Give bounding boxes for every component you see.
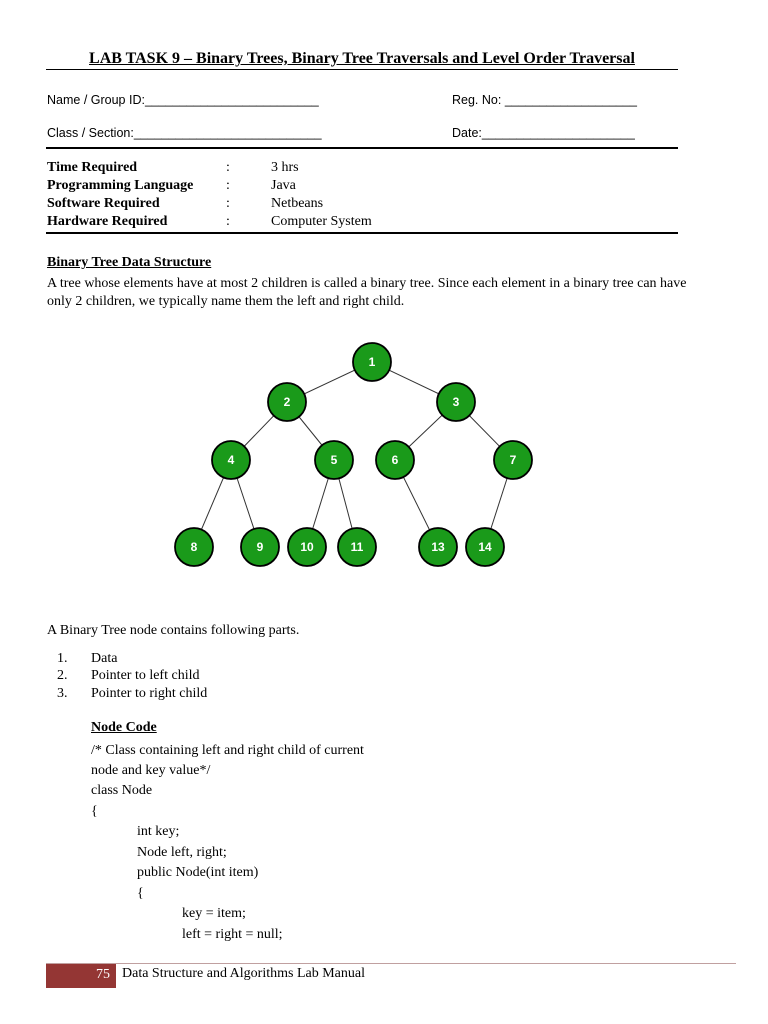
list-number: 1. [57,651,68,666]
tree-node-label: 4 [227,453,235,467]
tree-node [376,441,414,479]
requirement-value: Computer System [271,214,372,229]
class-blank: ___________________________ [133,126,322,140]
reg-blank: ___________________ [504,93,637,107]
list-number: 3. [57,686,68,701]
requirement-label: Hardware Required [47,214,168,229]
code-line: Node left, right; [137,845,227,860]
requirement-colon: : [226,196,230,211]
class-label: Class / Section: [47,126,134,140]
tree-node [315,441,353,479]
code-line: { [91,804,98,819]
tree-node-label: 7 [509,453,517,467]
tree-node [338,528,376,566]
code-heading: Node Code [91,720,157,735]
code-line: public Node(int item) [137,865,259,880]
tree-node [241,528,279,566]
footer-rule [46,963,736,964]
section-paragraph: A tree whose elements have at most 2 children is called a binary tree. Since each element in a binary tree can have only 2 children, we typically name them the left and right child. [47,276,687,309]
code-line: class Node [91,783,153,798]
code-line: left = right = null; [182,927,283,942]
list-item: Data [91,651,118,666]
name-label: Name / Group ID: [47,93,145,107]
tree-node-label: 11 [350,540,364,554]
name-blank: _________________________ [144,93,319,107]
tree-node-label: 8 [190,540,198,554]
tree-node [268,383,306,421]
tree-node-label: 10 [300,540,314,554]
requirement-value: Netbeans [271,196,324,211]
tree-node [419,528,457,566]
tree-node-label: 14 [478,540,492,554]
tree-node [212,441,250,479]
tree-node [288,528,326,566]
requirement-colon: : [226,178,230,193]
code-line: { [137,886,144,901]
node-intro: A Binary Tree node contains following parts. [47,623,300,638]
tree-node-label: 3 [452,395,460,409]
tree-node-label: 1 [368,355,376,369]
requirement-value: 3 hrs [271,160,299,175]
list-number: 2. [57,668,68,683]
date-label: Date: [452,126,482,140]
tree-node-label: 2 [283,395,291,409]
list-item: Pointer to left child [91,668,200,683]
tree-node-label: 13 [431,540,445,554]
code-line: /* Class containing left and right child of current [91,743,364,758]
page-number: 75 [96,967,110,982]
section-heading: Binary Tree Data Structure [47,255,212,270]
tree-node [494,441,532,479]
code-line: int key; [137,824,180,839]
requirement-value: Java [271,178,296,193]
tree-node [437,383,475,421]
requirement-label: Software Required [47,196,160,211]
code-line: key = item; [182,906,246,921]
code-line: node and key value*/ [91,763,211,778]
requirement-colon: : [226,214,230,229]
tree-node [353,343,391,381]
tree-node [466,528,504,566]
tree-node-label: 9 [256,540,264,554]
footer-title: Data Structure and Algorithms Lab Manual [122,966,365,981]
tree-node-label: 6 [391,453,399,467]
requirement-label: Time Required [47,160,138,175]
tree-node [175,528,213,566]
reg-label: Reg. No: [452,93,502,107]
date-blank: ______________________ [481,126,635,140]
requirement-label: Programming Language [47,178,194,193]
requirement-colon: : [226,160,230,175]
list-item: Pointer to right child [91,686,208,701]
tree-node-label: 5 [330,453,338,467]
page-title: LAB TASK 9 – Binary Trees, Binary Tree Traversals and Level Order Traversal [46,50,678,70]
